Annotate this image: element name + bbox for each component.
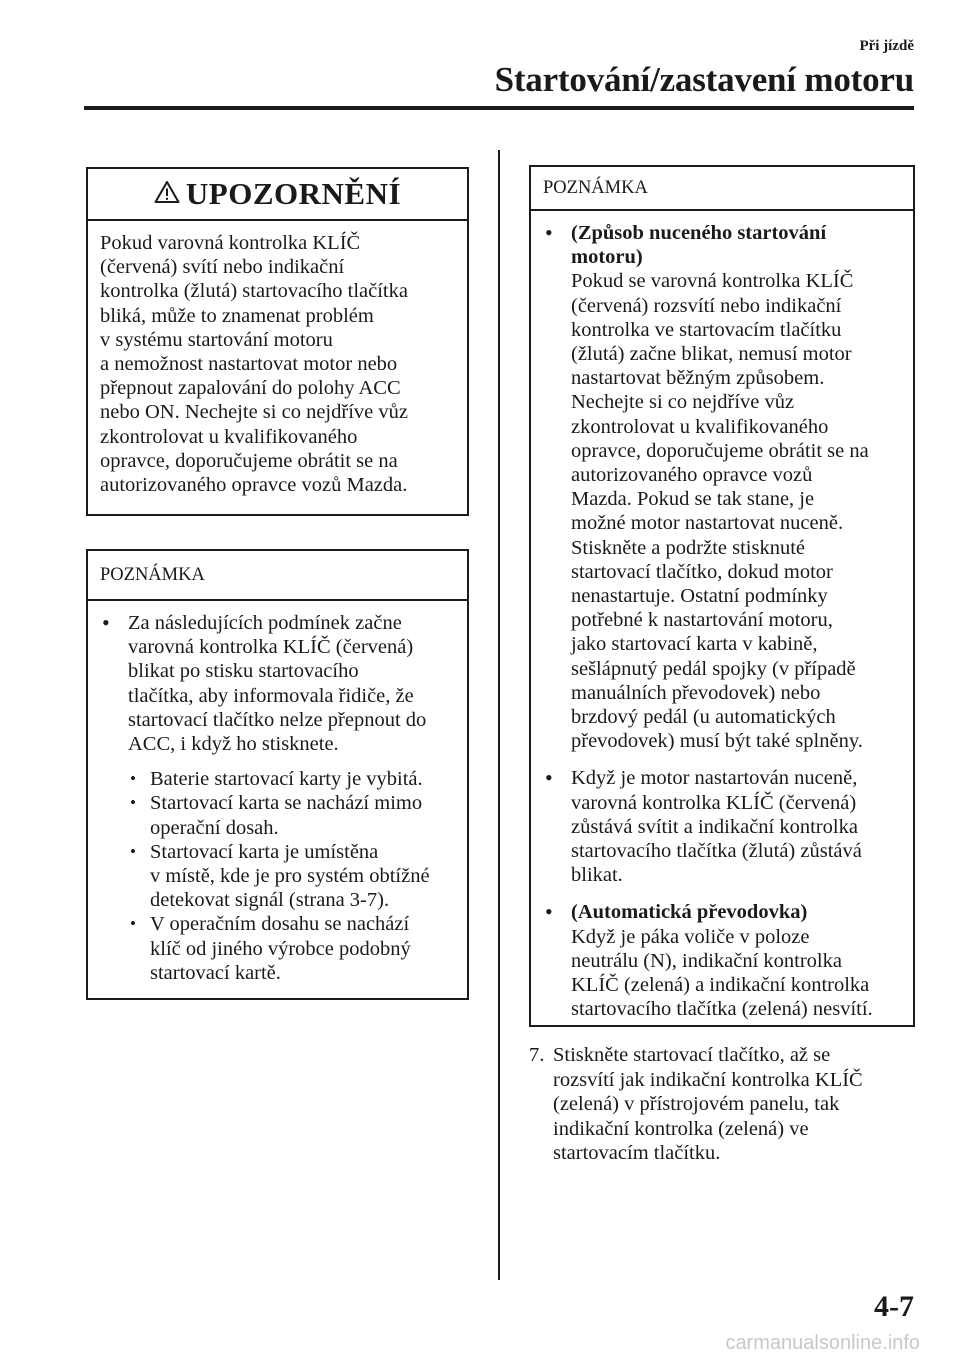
note-right-bullet: [543, 900, 901, 1021]
bullet-line: převodovek) musí být také splněny.: [571, 730, 863, 753]
step-line: indikační kontrolka (zelená) ve: [553, 1117, 809, 1140]
page-title: Startování/zastavení motoru: [494, 60, 914, 99]
warning-line: přepnout zapalování do polohy ACC: [100, 377, 401, 400]
step-line: startovacím tlačítku.: [553, 1142, 721, 1165]
bullet-heading: • (Automatická převodovka): [571, 901, 808, 924]
watermark: carmanualsonline.info: [725, 1332, 920, 1354]
bullet-heading: motoru): [571, 246, 643, 269]
column-divider: [498, 150, 500, 1280]
step-line: (zelená) v přístrojovém panelu, tak: [553, 1093, 840, 1116]
bullet-line: • Když je motor nastartován nuceně,: [571, 767, 858, 790]
sub-bullet-item: [100, 791, 455, 839]
bullet-line: sešlápnutý pedál spojky (v případě: [571, 657, 856, 680]
bullet-line: jako startovací karta v kabině,: [571, 633, 818, 656]
sub-bullet-line: detekovat signál (strana 3-7).: [150, 889, 390, 912]
bullet-line: autorizovaného opravce vozů: [571, 464, 813, 487]
sub-bullet-item: [100, 767, 455, 791]
bullet-line: Mazda. Pokud se tak stane, je: [571, 488, 815, 511]
bullet-line: KLÍČ (zelená) a indikační kontrolka: [571, 974, 870, 997]
note-line: tlačítka, aby informovala řidiče, že: [128, 684, 414, 707]
sub-bullet-line: • Startovací karta se nachází mimo: [150, 792, 423, 815]
sub-bullet-line: startovací kartě.: [150, 961, 281, 984]
bullet-line: nastartovat běžným způsobem.: [571, 367, 825, 390]
warning-line: autorizovaného opravce vozů Mazda.: [100, 474, 408, 497]
step-number: 7.: [529, 1044, 545, 1066]
bullet-line: manuálních převodovek) nebo: [571, 681, 821, 704]
page-number: 4-7: [874, 1290, 914, 1323]
warning-line: zkontrolovat u kvalifikovaného: [100, 425, 358, 448]
bullet-heading: • (Způsob nuceného startování: [571, 222, 827, 244]
bullet-line: Nechejte si co nejdříve vůz: [571, 391, 795, 414]
warning-box: [86, 167, 469, 516]
bullet-line: Pokud se varovná kontrolka KLÍČ: [571, 270, 854, 293]
bullet-line: možné motor nastartovat nuceně.: [571, 512, 844, 535]
bullet-line: kontrolka ve startovacím tlačítku: [571, 318, 842, 341]
bullet-line: startovacího tlačítka (zelená) nesvítí.: [571, 998, 873, 1021]
warning-line: Pokud varovná kontrolka KLÍČ: [100, 232, 361, 254]
step-7: [529, 1043, 909, 1166]
sub-bullet-item: [100, 912, 455, 985]
note-left-sublist: [100, 767, 455, 985]
sub-bullet-line: • Baterie startovací karty je vybitá.: [150, 768, 423, 791]
warning-line: nebo ON. Nechejte si co nejdříve vůz: [100, 401, 408, 424]
sub-bullet-line: • V operačním dosahu se nachází: [150, 913, 410, 936]
note-right-body: [531, 211, 913, 1032]
warning-title: UPOZORNĚNÍ: [185, 176, 402, 211]
header-rule: [84, 106, 914, 110]
sub-bullet-line: operační dosah.: [150, 816, 279, 839]
bullet-line: neutrálu (N), indikační kontrolka: [571, 949, 842, 972]
note-line: blikat po stisku startovacího: [128, 660, 359, 683]
bullet-line: Když je páka voliče v poloze: [571, 925, 810, 948]
note-left-title: POZNÁMKA: [88, 551, 467, 601]
warning-line: kontrolka (žlutá) startovacího tlačítka: [100, 280, 408, 303]
warning-line: v systému startování motoru: [100, 328, 333, 351]
sub-bullet-line: klíč od jiného výrobce podobný: [150, 937, 411, 960]
bullet-line: startovací tlačítko, dokud motor: [571, 560, 833, 583]
bullet-line: (červená) rozsvítí nebo indikační: [571, 294, 842, 317]
note-left-body: [88, 601, 467, 995]
bullet-line: varovná kontrolka KLÍČ (červená): [571, 791, 857, 814]
note-line: varovná kontrolka KLÍČ (červená): [128, 636, 414, 659]
sub-bullet-line: v místě, kde je pro systém obtížné: [150, 865, 430, 888]
bullet-line: zkontrolovat u kvalifikovaného: [571, 415, 829, 438]
note-right-title: POZNÁMKA: [531, 167, 913, 211]
note-right-bullet: [543, 221, 901, 753]
note-box-left: [86, 549, 469, 1000]
warning-line: (červená) svítí nebo indikační: [100, 256, 345, 279]
running-header-section: Při jízdě: [859, 38, 914, 54]
warning-text: [88, 221, 467, 507]
step-text: [529, 1043, 909, 1166]
bullet-line: startovacího tlačítka (žlutá) zůstává: [571, 840, 862, 863]
bullet-line: blikat.: [571, 864, 623, 887]
note-box-right: [529, 165, 915, 1027]
warning-line: opravce, doporučujeme obrátit se na: [100, 449, 398, 472]
bullet-line: (žlutá) začne blikat, nemusí motor: [571, 343, 852, 366]
bullet-line: nenastartuje. Ostatní podmínky: [571, 585, 828, 608]
note-right-bullet: [543, 766, 901, 887]
note-line: ACC, i když ho stisknete.: [128, 733, 339, 756]
warning-header: [88, 169, 467, 221]
note-left-bullet: [100, 611, 455, 756]
bullet-line: Stiskněte a podržte stisknuté: [571, 536, 805, 559]
step-line: Stiskněte startovací tlačítko, až se: [553, 1044, 831, 1066]
sub-bullet-item: [100, 840, 455, 913]
note-line: startovací tlačítko nelze přepnout do: [128, 708, 427, 731]
note-line: • Za následujících podmínek začne: [128, 612, 402, 634]
bullet-line: zůstává svítit a indikační kontrolka: [571, 815, 858, 838]
sub-bullet-line: • Startovací karta je umístěna: [150, 840, 379, 863]
bullet-line: brzdový pedál (u automatických: [571, 706, 836, 729]
warning-line: a nemožnost nastartovat motor nebo: [100, 353, 398, 376]
warning-triangle-icon: [154, 180, 180, 204]
bullet-line: opravce, doporučujeme obrátit se na: [571, 439, 869, 462]
warning-line: bliká, může to znamenat problém: [100, 304, 374, 327]
step-line: rozsvítí jak indikační kontrolka KLÍČ: [553, 1068, 863, 1091]
bullet-line: potřebné k nastartování motoru,: [571, 609, 833, 632]
